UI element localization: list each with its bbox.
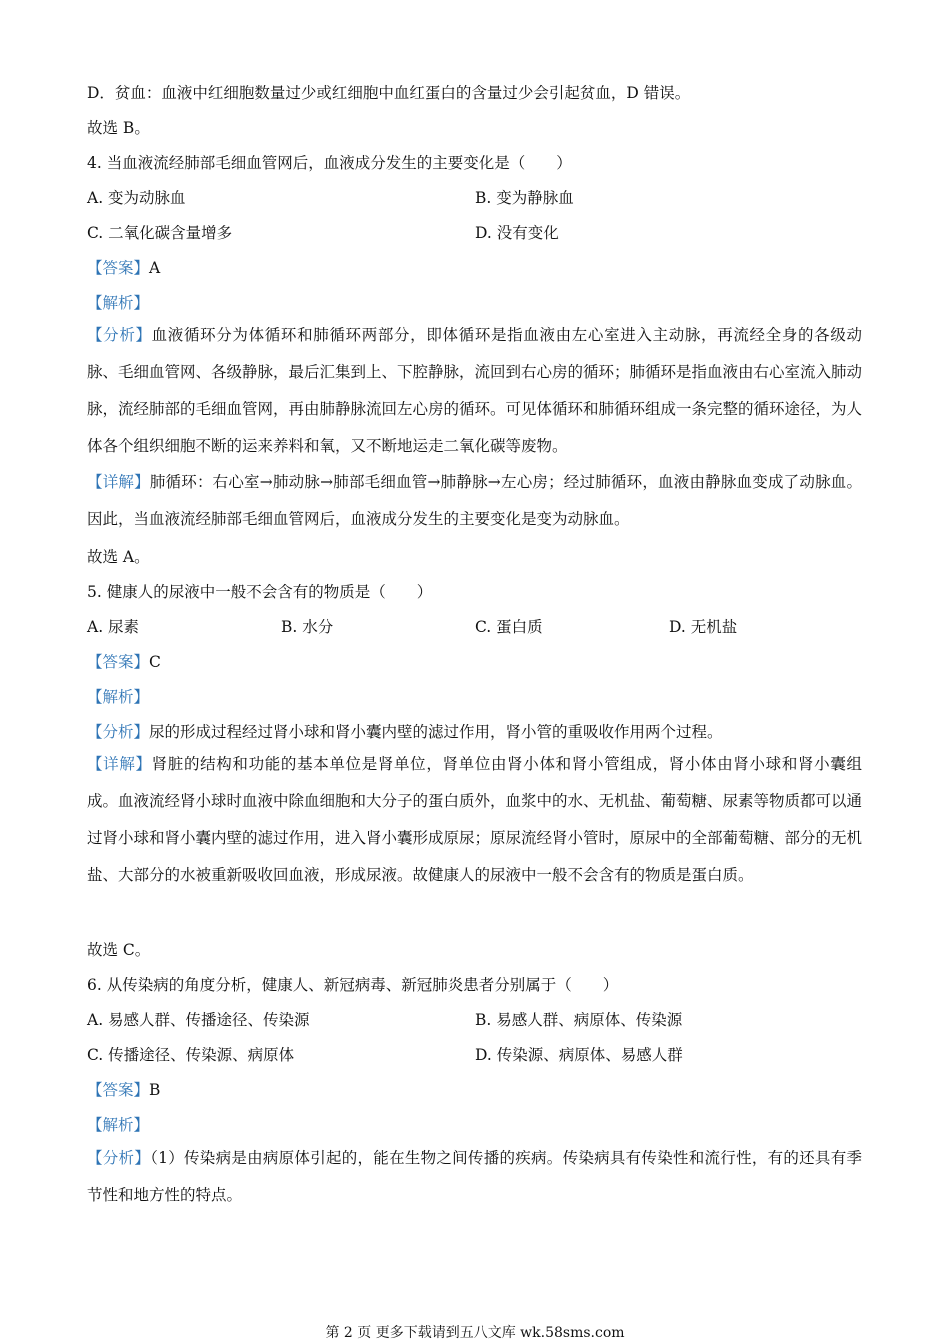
q5-stem: 5. 健康人的尿液中一般不会含有的物质是（ ） bbox=[87, 583, 433, 601]
jiexi-label: 【解析】 bbox=[87, 688, 150, 706]
q5-option-a: A. 尿素 bbox=[87, 618, 140, 636]
q5-analysis-text: 尿的形成过程经过肾小球和肾小囊内壁的滤过作用，肾小管的重吸收作用两个过程。 bbox=[149, 723, 723, 741]
q4-detail-text: 肺循环：右心室→肺动脉→肺部毛细血管→肺静脉→左心房；经过肺循环，血液由静脉血变成了动脉血。因此，当血液流经肺部毛细血管网后，血液成分发生的主要变化是变为动脉血。 bbox=[87, 473, 862, 528]
q6-option-d: D. 传染源、病原体、易感人群 bbox=[475, 1046, 683, 1064]
q5-option-d: D. 无机盐 bbox=[669, 618, 738, 636]
q5-jiexi-label bbox=[87, 685, 149, 707]
jiexi-label: 【解析】 bbox=[87, 294, 150, 312]
page-footer: 第 2 页 更多下载请到五八文库 wk.58sms.com bbox=[325, 1325, 625, 1341]
q5-option-c: C. 蛋白质 bbox=[475, 618, 543, 636]
q4-answer-line bbox=[87, 256, 160, 278]
q5-option-b: B. 水分 bbox=[281, 618, 334, 636]
fenxi-label: 【分析】 bbox=[87, 326, 152, 344]
answer-label: 【答案】 bbox=[87, 653, 150, 671]
q4-detail bbox=[87, 464, 862, 538]
q6-stem: 6. 从传染病的角度分析，健康人、新冠病毒、新冠肺炎患者分别属于（ ） bbox=[87, 976, 619, 994]
q5-conclusion: 故选 C。 bbox=[87, 941, 151, 959]
q5-detail bbox=[87, 746, 862, 894]
q5-analysis bbox=[87, 720, 723, 742]
q4-conclusion: 故选 A。 bbox=[87, 548, 150, 566]
q5-answer-line bbox=[87, 650, 161, 672]
q4-option-d: D. 没有变化 bbox=[475, 224, 559, 242]
answer-label: 【答案】 bbox=[87, 1081, 150, 1099]
q6-jiexi-label bbox=[87, 1113, 149, 1135]
q4-option-b: B. 变为静脉血 bbox=[475, 189, 574, 207]
q4-analysis bbox=[87, 317, 862, 465]
answer-label: 【答案】 bbox=[87, 259, 150, 277]
xiangjie-label: 【详解】 bbox=[87, 473, 150, 491]
q6-analysis bbox=[87, 1140, 862, 1214]
q4-stem: 4. 当血液流经肺部毛细血管网后，血液成分发生的主要变化是（ ） bbox=[87, 154, 572, 172]
q5-detail-text: 肾脏的结构和功能的基本单位是肾单位，肾单位由肾小体和肾小管组成，肾小体由肾小球和肾小囊组成。血液流经肾小球时血液中除血细胞和大分子的蛋白质外，血浆中的水、无机盐、葡萄糖、尿素等物质都可以通过肾小球和肾小囊内壁的滤过作用，进入肾小囊形成原尿；原尿流经肾小管时，原尿中的全部葡萄糖、部分的无机盐、大部分的水被重新吸收回血液，形成尿液。故健康人的尿液中一般不会含有的物质是蛋白质。 bbox=[87, 755, 863, 884]
q6-answer-line bbox=[87, 1078, 160, 1100]
q5-answer: C bbox=[149, 653, 161, 671]
q6-option-c: C. 传播途径、传染源、病原体 bbox=[87, 1046, 295, 1064]
q4-option-c: C. 二氧化碳含量增多 bbox=[87, 224, 233, 242]
fenxi-label: 【分析】 bbox=[87, 1149, 151, 1167]
q6-answer: B bbox=[149, 1081, 161, 1099]
q4-jiexi-label bbox=[87, 291, 149, 313]
prev-conclusion: 故选 B。 bbox=[87, 119, 150, 137]
prev-option-d-analysis: D．贫血：血液中红细胞数量过少或红细胞中血红蛋白的含量过少会引起贫血，D 错误。 bbox=[87, 84, 691, 102]
jiexi-label: 【解析】 bbox=[87, 1116, 150, 1134]
q4-analysis-text: 血液循环分为体循环和肺循环两部分，即体循环是指血液由左心室进入主动脉，再流经全身的各级动脉、毛细血管网、各级静脉，最后汇集到上、下腔静脉，流回到右心房的循环；肺循环是指血液由右心室流入肺动脉，流经肺部的毛细血管网，再由肺静脉流回左心房的循环。可见体循环和肺循环组成一条完整的循环途径，为人体各个组织细胞不断的运来养料和氧，又不断地运走二氧化碳等废物。 bbox=[87, 326, 863, 455]
q6-option-a: A. 易感人群、传播途径、传染源 bbox=[87, 1011, 310, 1029]
q4-option-a: A. 变为动脉血 bbox=[87, 189, 186, 207]
q4-answer: A bbox=[149, 259, 161, 277]
q6-analysis-text: （1）传染病是由病原体引起的，能在生物之间传播的疾病。传染病具有传染性和流行性，有的还具有季节性和地方性的特点。 bbox=[87, 1149, 862, 1204]
fenxi-label: 【分析】 bbox=[87, 723, 150, 741]
xiangjie-label: 【详解】 bbox=[87, 755, 152, 773]
q6-option-b: B. 易感人群、病原体、传染源 bbox=[475, 1011, 683, 1029]
